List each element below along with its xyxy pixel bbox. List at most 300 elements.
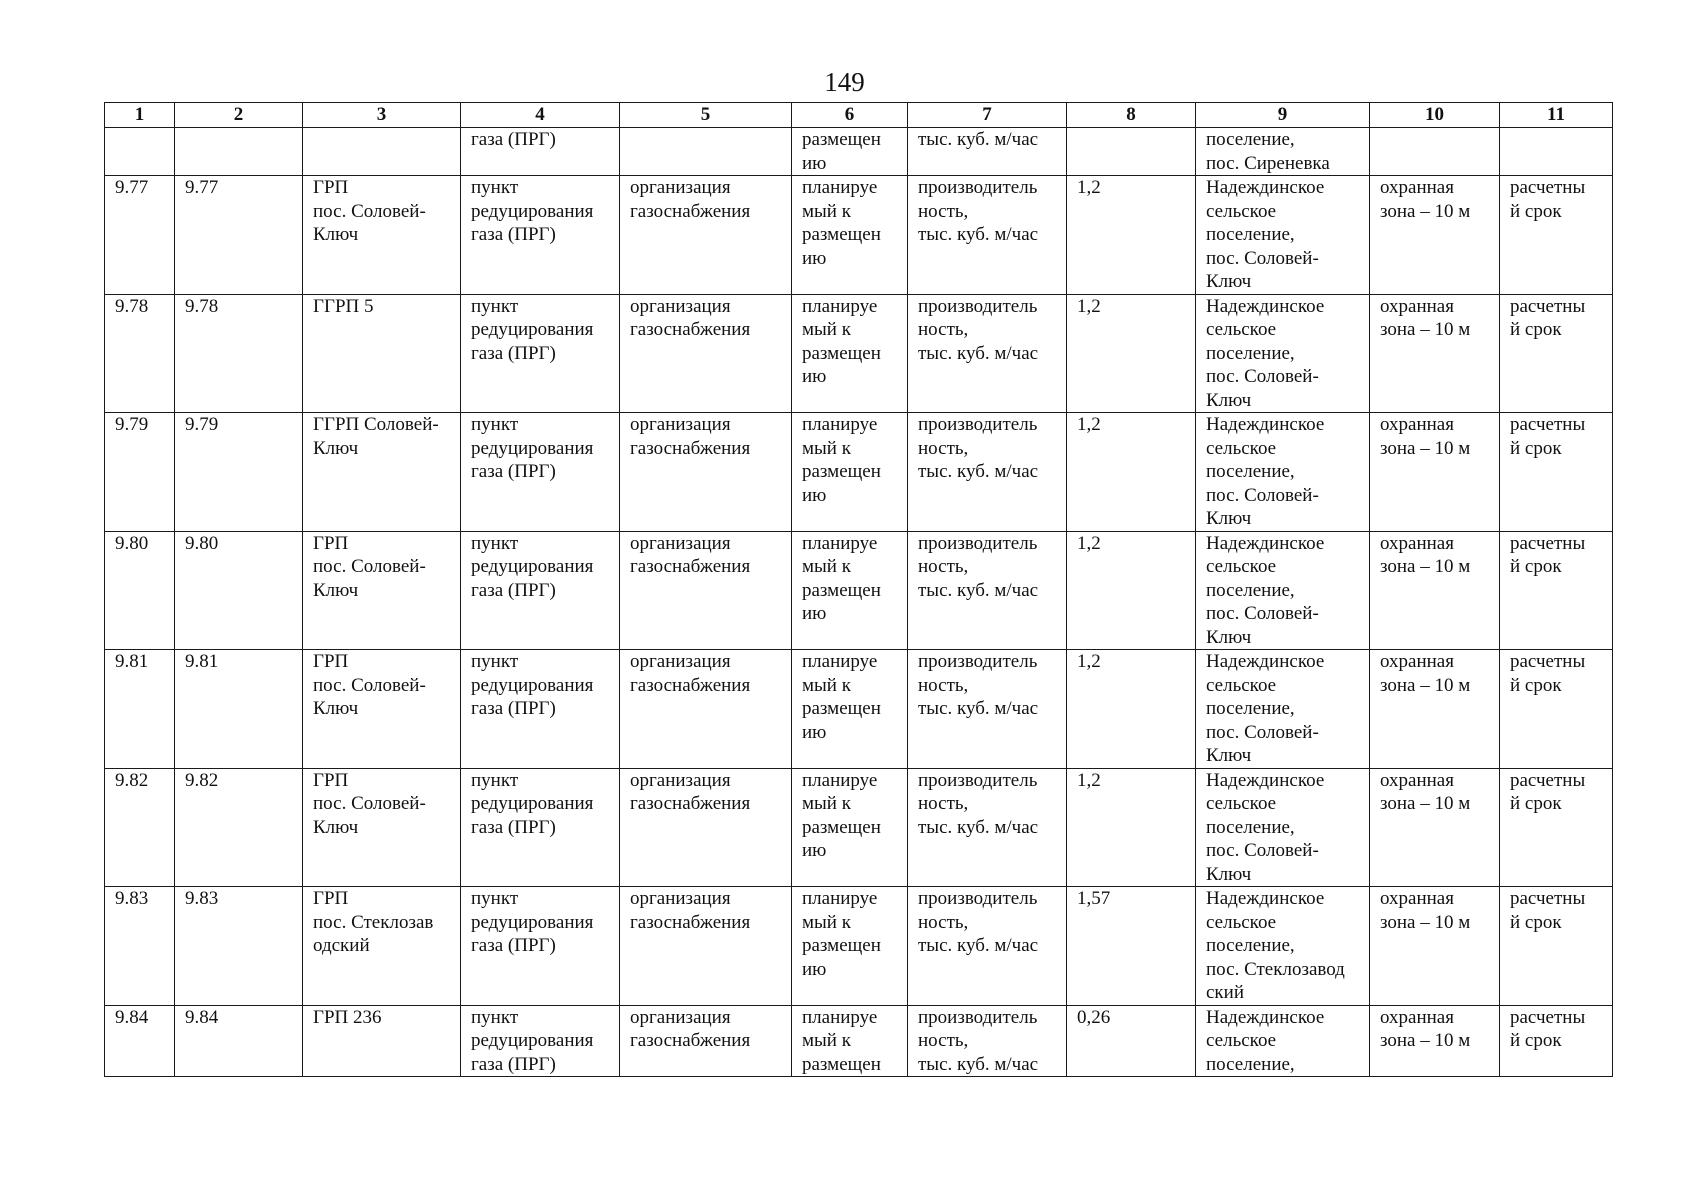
cell-line: редуцирования (471, 911, 594, 933)
table-cell (1500, 531, 1613, 650)
cell-line: Надеждинское (1206, 651, 1325, 672)
cell-line: пос. Соловей- (1206, 247, 1319, 269)
cell-line: размещен (802, 342, 881, 364)
cell-line: ГГРП Соловей- (313, 414, 439, 435)
cell-line: ский (1206, 982, 1244, 1003)
table-cell (175, 887, 303, 1006)
cell-line: 9.80 (185, 532, 219, 554)
cell-line: Надеждинское (1206, 532, 1325, 554)
cell-line: Надеждинское (1206, 414, 1325, 435)
cell-line: 9.81 (115, 651, 149, 672)
cell-line: 1,57 (1077, 888, 1111, 909)
cell-line: ГРП (313, 651, 349, 672)
cell-line: редуцирования (471, 319, 594, 340)
cell-line: пункт (471, 769, 519, 791)
cell-line: охранная (1380, 651, 1454, 672)
cell-line: мый к (802, 1030, 851, 1051)
cell-line: газа (ПРГ) (471, 935, 556, 956)
table-cell (1500, 413, 1613, 532)
cell-line: мый к (802, 793, 851, 814)
cell-line: тыс. куб. м/час (918, 816, 1039, 838)
table-cell (1370, 1005, 1500, 1077)
gas-facilities-table (104, 102, 1613, 1077)
cell-line: организация (630, 1006, 731, 1028)
cell-line: организация (630, 177, 731, 198)
table-cell (303, 294, 461, 413)
table-cell (792, 650, 908, 769)
table-cell (303, 650, 461, 769)
cell-line: расчетны (1510, 1006, 1586, 1028)
cell-line: Ключ (1206, 863, 1252, 885)
cell-line: ность, (918, 200, 969, 222)
table-cell (105, 128, 175, 176)
table-cell (620, 176, 792, 295)
table-cell (1370, 531, 1500, 650)
table-cell (620, 1005, 792, 1077)
cell-line: редуцирования (471, 556, 594, 577)
cell-line: ию (802, 840, 827, 861)
cell-line: сельское (1206, 911, 1277, 933)
cell-line: пос. Соловей- (1206, 603, 1319, 624)
cell-line: тыс. куб. м/час (918, 935, 1039, 956)
cell-line: газа (ПРГ) (471, 461, 556, 482)
cell-line: размещен (802, 698, 881, 719)
cell-line: Ключ (1206, 271, 1252, 292)
table-cell (1196, 531, 1370, 650)
cell-line: планируе (802, 888, 878, 909)
cell-line: охранная (1380, 414, 1454, 435)
cell-line: сельское (1206, 556, 1277, 577)
table-cell (1500, 1005, 1613, 1077)
cell-line: й срок (1510, 319, 1562, 340)
cell-line: 1,2 (1077, 414, 1101, 435)
cell-line: сельское (1206, 437, 1277, 459)
table-cell (1370, 128, 1500, 176)
cell-line: охранная (1380, 769, 1454, 791)
cell-line: 9.77 (115, 177, 149, 198)
cell-line: Надеждинское (1206, 769, 1325, 791)
table-cell (175, 1005, 303, 1077)
cell-line: ию (802, 721, 827, 743)
table-cell (1196, 128, 1370, 176)
cell-line: ГРП (313, 532, 349, 554)
cell-line: пос. Соловей- (1206, 366, 1319, 387)
table-cell (792, 294, 908, 413)
cell-line: планируе (802, 177, 878, 198)
cell-line: расчетны (1510, 414, 1586, 435)
cell-line: поселение, (1206, 698, 1295, 719)
column-header-6: 6 (792, 103, 908, 128)
table-cell (303, 1005, 461, 1077)
cell-line: ность, (918, 556, 969, 577)
cell-line: организация (630, 414, 731, 435)
table-cell (461, 128, 620, 176)
cell-line: размещен (802, 224, 881, 245)
table-cell (1067, 650, 1196, 769)
cell-line: зона – 10 м (1380, 911, 1471, 933)
table-cell (105, 768, 175, 887)
table-cell (1196, 1005, 1370, 1077)
cell-line: зона – 10 м (1380, 319, 1471, 340)
table-cell (792, 413, 908, 532)
cell-line: поселение, (1206, 342, 1295, 364)
cell-line: 9.80 (115, 532, 149, 554)
cell-line: производитель (918, 177, 1038, 198)
table-cell (175, 413, 303, 532)
table-cell (461, 650, 620, 769)
cell-line: пункт (471, 888, 519, 909)
table-cell (1500, 294, 1613, 413)
cell-line: й срок (1510, 200, 1562, 222)
table-cell (175, 294, 303, 413)
table-cell (461, 413, 620, 532)
cell-line: Ключ (1206, 389, 1252, 411)
column-header-4: 4 (461, 103, 620, 128)
cell-line: производитель (918, 414, 1038, 435)
cell-line: пункт (471, 532, 519, 554)
cell-line: производитель (918, 769, 1038, 791)
cell-line: производитель (918, 651, 1038, 672)
cell-line: ность, (918, 1030, 969, 1051)
cell-line: мый к (802, 556, 851, 577)
cell-line: 1,2 (1077, 295, 1101, 317)
cell-line: поселение, (1206, 935, 1295, 956)
cell-line: 1,2 (1077, 651, 1101, 672)
cell-line: й срок (1510, 911, 1562, 933)
table-cell (792, 768, 908, 887)
cell-line: производитель (918, 1006, 1038, 1028)
cell-line: ГРП (313, 888, 349, 909)
table-cell (1500, 176, 1613, 295)
cell-line: планируе (802, 532, 878, 554)
cell-line: Надеждинское (1206, 177, 1325, 198)
cell-line: одский (313, 935, 370, 956)
cell-line: расчетны (1510, 888, 1586, 909)
table-cell (1067, 1005, 1196, 1077)
cell-line: редуцирования (471, 674, 594, 696)
table-cell (461, 1005, 620, 1077)
cell-line: газа (ПРГ) (471, 342, 556, 364)
table-cell (792, 1005, 908, 1077)
cell-line: организация (630, 888, 731, 909)
table-cell (1500, 887, 1613, 1006)
cell-line: газоснабжения (630, 911, 751, 933)
table-cell (1370, 294, 1500, 413)
cell-line: расчетны (1510, 769, 1586, 791)
cell-line: охранная (1380, 1006, 1454, 1028)
table-cell (303, 531, 461, 650)
table-cell (1500, 128, 1613, 176)
table-cell (908, 768, 1067, 887)
table-cell (620, 768, 792, 887)
cell-line: организация (630, 651, 731, 672)
cell-line: пос. Соловей- (313, 200, 426, 222)
cell-line: 9.84 (185, 1006, 219, 1028)
cell-line: ность, (918, 793, 969, 814)
cell-line: планируе (802, 769, 878, 791)
cell-line: производитель (918, 295, 1038, 317)
cell-line: 9.77 (185, 177, 219, 198)
table-cell (1196, 413, 1370, 532)
table-cell (303, 887, 461, 1006)
cell-line: 1,2 (1077, 769, 1101, 791)
page-number: 149 (824, 67, 865, 97)
table-cell (908, 1005, 1067, 1077)
cell-line: организация (630, 295, 731, 317)
cell-line: газа (ПРГ) (471, 698, 556, 719)
cell-line: тыс. куб. м/час (918, 579, 1039, 601)
table-cell (1067, 531, 1196, 650)
cell-line: сельское (1206, 674, 1277, 696)
table-cell (175, 768, 303, 887)
cell-line: 9.84 (115, 1006, 149, 1028)
cell-line: й срок (1510, 556, 1562, 577)
cell-line: зона – 10 м (1380, 200, 1471, 222)
cell-line: поселение, (1206, 579, 1295, 601)
continuation-row (105, 128, 1613, 176)
cell-line: 9.78 (115, 295, 149, 317)
table-cell (908, 887, 1067, 1006)
cell-line: й срок (1510, 793, 1562, 814)
cell-line: расчетны (1510, 295, 1586, 317)
cell-line: поселение, (1206, 129, 1295, 150)
cell-line: ность, (918, 319, 969, 340)
cell-line: ГРП 236 (313, 1006, 382, 1028)
cell-line: планируе (802, 295, 878, 317)
table-cell (792, 531, 908, 650)
column-header-11: 11 (1500, 103, 1613, 128)
cell-line: мый к (802, 674, 851, 696)
cell-line: редуцирования (471, 793, 594, 814)
table-row (105, 1005, 1613, 1077)
table-cell (620, 128, 792, 176)
cell-line: Надеждинское (1206, 888, 1325, 909)
column-header-2: 2 (175, 103, 303, 128)
table-cell (792, 176, 908, 295)
table-cell (175, 531, 303, 650)
records-body (105, 176, 1613, 1077)
cell-line: зона – 10 м (1380, 556, 1471, 577)
table-cell (105, 531, 175, 650)
cell-line: газа (ПРГ) (471, 1053, 556, 1075)
cell-line: 9.78 (185, 295, 219, 317)
table-row (105, 650, 1613, 769)
cell-line: размещен (802, 935, 881, 956)
cell-line: поселение, (1206, 1053, 1295, 1075)
cell-line: тыс. куб. м/час (918, 461, 1039, 482)
column-header-5: 5 (620, 103, 792, 128)
cell-line: й срок (1510, 674, 1562, 696)
table-cell (1067, 128, 1196, 176)
cell-line: пункт (471, 177, 519, 198)
cell-line: Ключ (313, 579, 359, 601)
cell-line: пос. Соловей- (313, 793, 426, 814)
column-header-7: 7 (908, 103, 1067, 128)
cell-line: размещен (802, 1053, 881, 1075)
cell-line: пос. Соловей- (313, 674, 426, 696)
cell-line: тыс. куб. м/час (918, 224, 1039, 245)
cell-line: тыс. куб. м/час (918, 342, 1039, 364)
table-cell (1370, 887, 1500, 1006)
cell-line: Ключ (313, 224, 359, 245)
column-header-8: 8 (1067, 103, 1196, 128)
cell-line: Ключ (313, 816, 359, 838)
table-cell (1196, 650, 1370, 769)
cell-line: газоснабжения (630, 1030, 751, 1051)
cell-line: пункт (471, 295, 519, 317)
cell-line: газоснабжения (630, 319, 751, 340)
cell-line: пос. Соловей- (1206, 840, 1319, 861)
table-cell (908, 531, 1067, 650)
table-row (105, 531, 1613, 650)
cell-line: тыс. куб. м/час (918, 129, 1039, 150)
table-cell (1196, 294, 1370, 413)
cell-line: газа (ПРГ) (471, 816, 556, 838)
cell-line: ГГРП 5 (313, 295, 374, 317)
table-cell (620, 887, 792, 1006)
cell-line: пункт (471, 414, 519, 435)
cell-line: мый к (802, 911, 851, 933)
table-cell (1196, 176, 1370, 295)
table-cell (792, 887, 908, 1006)
table-cell (105, 650, 175, 769)
cell-line: Ключ (313, 437, 359, 459)
table-cell (461, 294, 620, 413)
cell-line: расчетны (1510, 651, 1586, 672)
cell-line: зона – 10 м (1380, 437, 1471, 459)
cell-line: редуцирования (471, 437, 594, 459)
cell-line: ию (802, 958, 827, 980)
cell-line: планируе (802, 651, 878, 672)
cell-line: пункт (471, 1006, 519, 1028)
cell-line: газоснабжения (630, 200, 751, 222)
table-cell (175, 176, 303, 295)
cell-line: расчетны (1510, 177, 1586, 198)
cell-line: размещен (802, 816, 881, 838)
cell-line: охранная (1380, 295, 1454, 317)
cell-line: сельское (1206, 1030, 1277, 1051)
cell-line: пос. Сиреневка (1206, 152, 1330, 174)
cell-line: газа (ПРГ) (471, 579, 556, 601)
table-cell (303, 176, 461, 295)
table-row (105, 887, 1613, 1006)
cell-line: ию (802, 247, 827, 269)
cell-line: зона – 10 м (1380, 1030, 1471, 1051)
cell-line: планируе (802, 414, 878, 435)
cell-line: 9.82 (115, 769, 149, 791)
table-cell (908, 128, 1067, 176)
cell-line: Ключ (313, 698, 359, 719)
table-cell (461, 768, 620, 887)
cell-line: газа (ПРГ) (471, 129, 556, 150)
table-cell (105, 294, 175, 413)
cell-line: тыс. куб. м/час (918, 1053, 1039, 1075)
cell-line: зона – 10 м (1380, 674, 1471, 696)
table-cell (908, 294, 1067, 413)
table-cell (1500, 650, 1613, 769)
cell-line: пос. Соловей- (1206, 484, 1319, 506)
cell-line: поселение, (1206, 224, 1295, 245)
table-cell (105, 176, 175, 295)
column-header-3: 3 (303, 103, 461, 128)
cell-line: тыс. куб. м/час (918, 698, 1039, 719)
column-header-10: 10 (1370, 103, 1500, 128)
table-cell (105, 887, 175, 1006)
table-row (105, 294, 1613, 413)
cell-line: организация (630, 769, 731, 791)
cell-line: Надеждинское (1206, 295, 1325, 317)
cell-line: пункт (471, 651, 519, 672)
cell-line: сельское (1206, 793, 1277, 814)
column-header-1: 1 (105, 103, 175, 128)
cell-line: производитель (918, 888, 1038, 909)
cell-line: пос. Стеклозавод (1206, 958, 1345, 980)
cell-line: 9.79 (185, 414, 219, 435)
table-cell (1370, 768, 1500, 887)
cell-line: газоснабжения (630, 437, 751, 459)
column-header-9: 9 (1196, 103, 1370, 128)
cell-line: охранная (1380, 177, 1454, 198)
cell-line: ГРП (313, 177, 349, 198)
table-cell (1067, 413, 1196, 532)
table-cell (1067, 294, 1196, 413)
table-cell (908, 176, 1067, 295)
cell-line: охранная (1380, 532, 1454, 554)
cell-line: газоснабжения (630, 793, 751, 814)
cell-line: пос. Соловей- (313, 556, 426, 577)
table-cell (1196, 768, 1370, 887)
table-cell (1500, 768, 1613, 887)
cell-line: мый к (802, 437, 851, 459)
table-cell (1067, 768, 1196, 887)
cell-line: 1,2 (1077, 177, 1101, 198)
cell-line: ГРП (313, 769, 349, 791)
table-cell (620, 650, 792, 769)
cell-line: планируе (802, 1006, 878, 1028)
cell-line: 9.83 (115, 888, 149, 909)
cell-line: ию (802, 484, 827, 506)
table-cell (303, 128, 461, 176)
cell-line: ность, (918, 437, 969, 459)
cell-line: пос. Соловей- (1206, 721, 1319, 743)
table-cell (105, 1005, 175, 1077)
cell-line: мый к (802, 200, 851, 222)
table-cell (461, 531, 620, 650)
cell-line: расчетны (1510, 532, 1586, 554)
table-cell (1067, 887, 1196, 1006)
cell-line: газоснабжения (630, 674, 751, 696)
cell-line: поселение, (1206, 461, 1295, 482)
cell-line: Ключ (1206, 745, 1252, 766)
header-row (105, 103, 1613, 128)
cell-line: сельское (1206, 200, 1277, 222)
table-cell (175, 128, 303, 176)
cell-line: Ключ (1206, 508, 1252, 529)
table-cell (461, 887, 620, 1006)
table-cell (175, 650, 303, 769)
table-cell (303, 413, 461, 532)
cell-line: ность, (918, 911, 969, 933)
table-row (105, 768, 1613, 887)
cell-line: размещен (802, 461, 881, 482)
table-cell (1196, 887, 1370, 1006)
table-cell (620, 531, 792, 650)
table-cell (908, 413, 1067, 532)
cell-line: 0,26 (1077, 1006, 1111, 1028)
cell-line: производитель (918, 532, 1038, 554)
cell-line: редуцирования (471, 1030, 594, 1051)
cell-line: й срок (1510, 1030, 1562, 1051)
